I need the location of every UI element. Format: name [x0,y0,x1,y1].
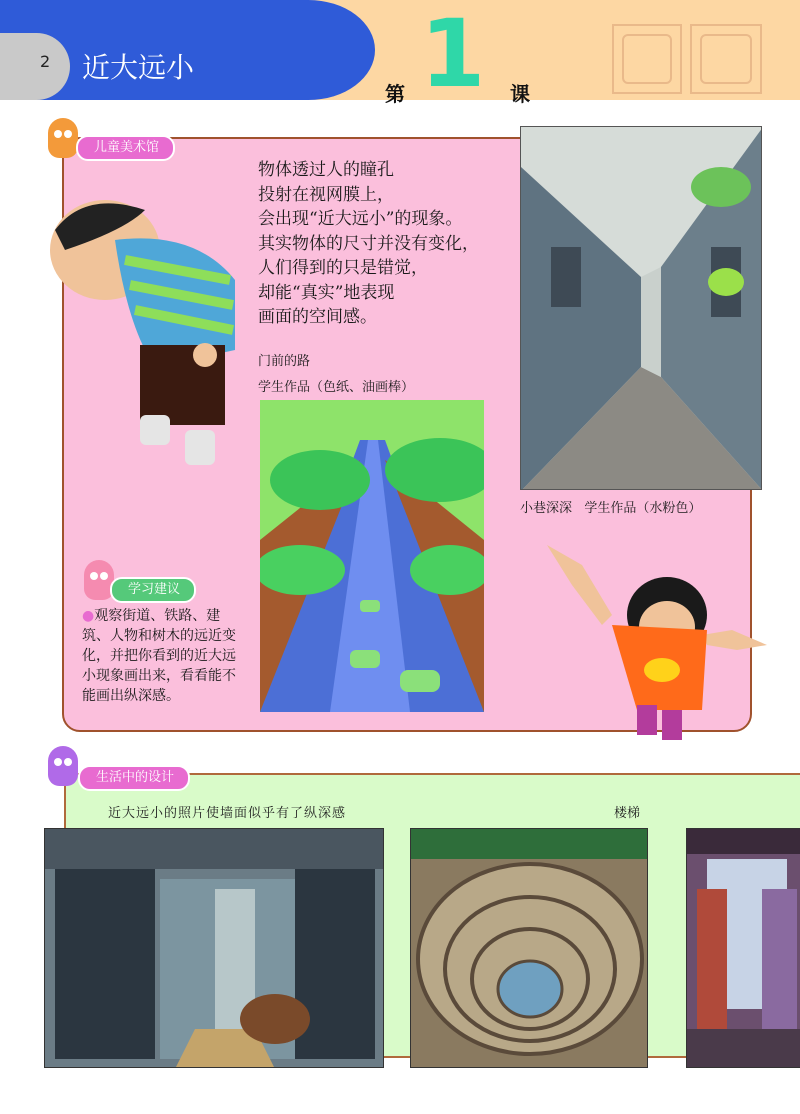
intro-line: 物体透过人的瞳孔 [258,160,394,180]
spiral-staircase-photo [410,828,648,1068]
seal-decoration [612,24,682,94]
orange-mascot-icon [48,118,78,158]
intro-line: 其实物体的尺寸并没有变化， [258,233,479,254]
intro-line: 投射在视网膜上， [258,184,394,205]
wall-photo-caption: 近大远小的照片使墙面似乎有了纵深感 [108,806,347,821]
boy-photo [45,190,245,475]
section-label-advice: 学习建议 [110,577,196,603]
stairs-caption: 楼梯 [614,806,641,821]
bullet-icon: ● [82,608,95,624]
advice-body: 观察街道、铁路、建筑、人物和树木的远近变化，并把你看到的近大远小现象画出来，看看能不能画出纵深感。 [82,608,236,704]
lesson-number: 1 [420,0,486,109]
street-mural-photo [686,828,800,1068]
lesson-title: 近大远小 [82,51,195,84]
page-number: 2 [40,52,51,71]
alley-painting [520,126,762,490]
intro-text [258,158,479,330]
mural-wall-photo [44,828,384,1068]
advice-text [82,606,242,706]
lesson-suffix: 课 [510,82,530,106]
purple-mascot-icon [48,746,78,786]
artwork-title: 门前的路 [258,354,311,369]
lesson-prefix: 第 [385,82,405,106]
seal-decoration [690,24,762,94]
girl-photo [542,535,772,745]
intro-line: 却能“真实”地表现 [258,282,395,303]
alley-caption: 小巷深深 学生作品（水粉色） [520,501,702,516]
intro-line: 人们得到的只是错觉， [258,258,428,278]
intro-line: 画面的空间感。 [258,307,377,327]
intro-line: 会出现“近大远小”的现象。 [258,209,463,229]
road-painting [260,400,484,712]
artwork-caption: 学生作品（色纸、油画棒） [258,380,415,395]
section-label-gallery: 儿童美术馆 [76,135,175,161]
page-number-tab [0,33,70,100]
section-label-life-design: 生活中的设计 [78,765,190,791]
